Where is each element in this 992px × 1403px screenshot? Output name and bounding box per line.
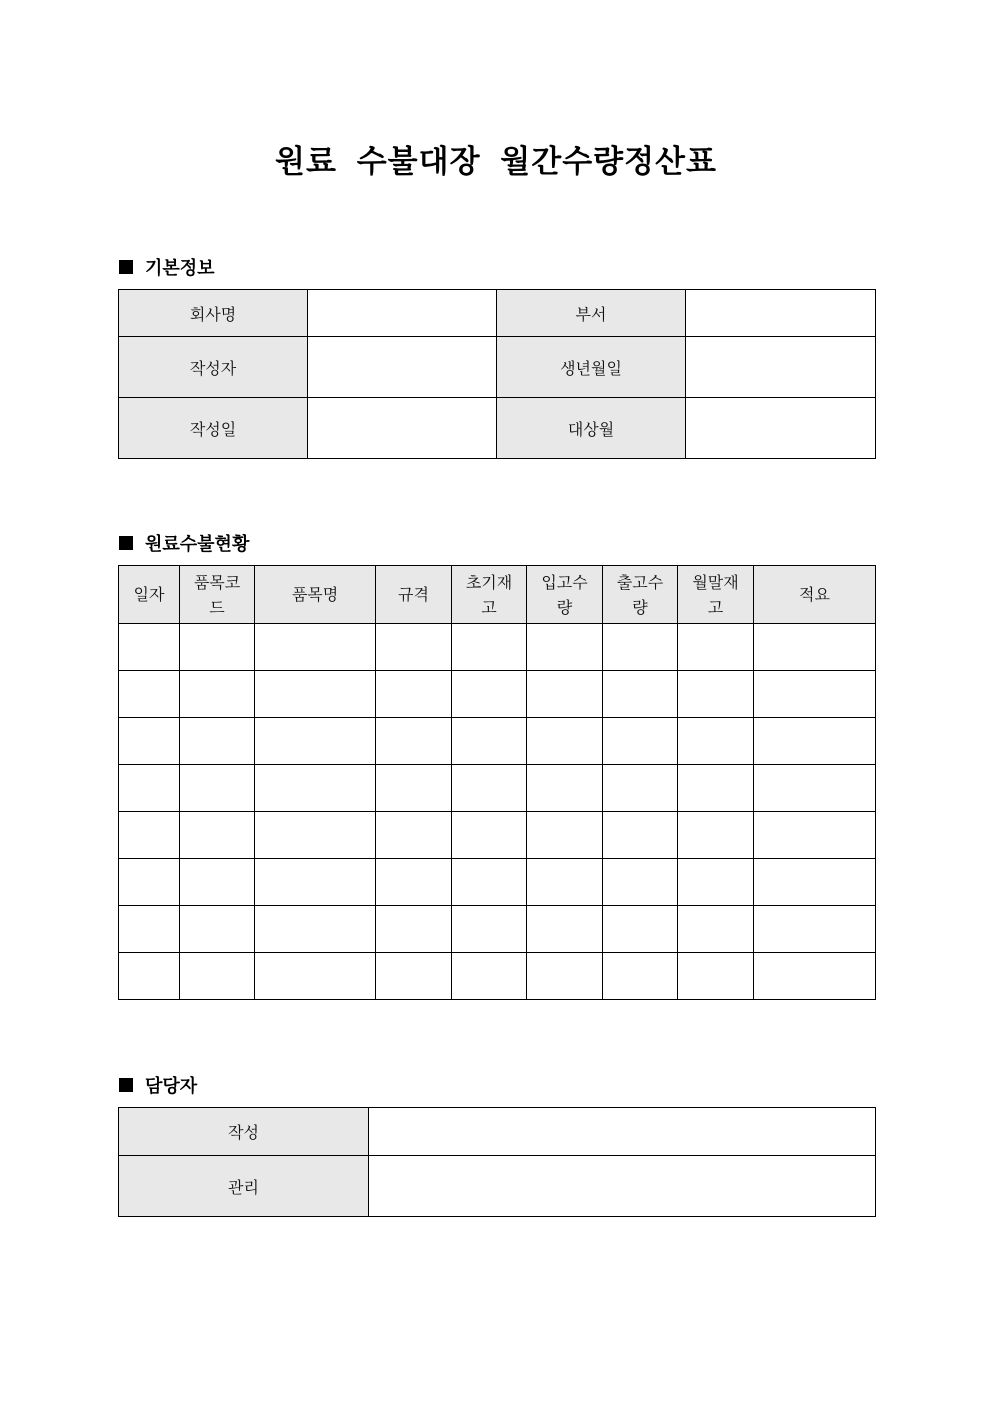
table-cell[interactable] bbox=[678, 671, 754, 718]
target-month-label: 대상월 bbox=[497, 398, 686, 459]
table-cell[interactable] bbox=[255, 671, 376, 718]
department-field[interactable] bbox=[686, 290, 876, 337]
table-header-row bbox=[119, 566, 876, 624]
section-title: 원료수불현황 bbox=[145, 534, 250, 555]
table-cell[interactable] bbox=[754, 671, 876, 718]
table-cell[interactable] bbox=[603, 671, 678, 718]
table-cell[interactable] bbox=[603, 624, 678, 671]
table-row bbox=[119, 718, 876, 765]
table-cell[interactable] bbox=[527, 812, 603, 859]
written-date-field[interactable] bbox=[308, 398, 497, 459]
table-row bbox=[119, 906, 876, 953]
table-cell[interactable] bbox=[527, 953, 603, 1000]
column-header-received-qty: 입고수 량 bbox=[527, 566, 603, 624]
table-cell[interactable] bbox=[603, 906, 678, 953]
table-row bbox=[119, 953, 876, 1000]
table-row bbox=[119, 671, 876, 718]
table-cell[interactable] bbox=[527, 859, 603, 906]
table-cell[interactable] bbox=[119, 859, 180, 906]
table-cell[interactable] bbox=[527, 624, 603, 671]
written-date-label: 작성일 bbox=[119, 398, 308, 459]
table-cell[interactable] bbox=[376, 671, 452, 718]
birthdate-field[interactable] bbox=[686, 337, 876, 398]
table-cell[interactable] bbox=[452, 953, 527, 1000]
table-cell[interactable] bbox=[603, 765, 678, 812]
table-cell[interactable] bbox=[754, 906, 876, 953]
table-cell[interactable] bbox=[255, 718, 376, 765]
table-cell[interactable] bbox=[119, 718, 180, 765]
table-cell[interactable] bbox=[255, 953, 376, 1000]
column-header-date: 일자 bbox=[119, 566, 180, 624]
company-label: 회사명 bbox=[119, 290, 308, 337]
table-cell[interactable] bbox=[452, 906, 527, 953]
section-heading-basic-info bbox=[119, 254, 215, 280]
column-header-item-code: 품목코 드 bbox=[180, 566, 255, 624]
table-cell[interactable] bbox=[527, 718, 603, 765]
column-header-opening-stock: 초기재 고 bbox=[452, 566, 527, 624]
table-cell[interactable] bbox=[452, 718, 527, 765]
table-cell[interactable] bbox=[678, 953, 754, 1000]
table-cell[interactable] bbox=[376, 624, 452, 671]
table-row bbox=[119, 812, 876, 859]
table-cell[interactable] bbox=[376, 765, 452, 812]
table-cell[interactable] bbox=[678, 624, 754, 671]
column-header-spec: 규격 bbox=[376, 566, 452, 624]
table-cell[interactable] bbox=[754, 812, 876, 859]
section-heading-status bbox=[119, 530, 249, 556]
table-row bbox=[119, 337, 876, 398]
table-cell[interactable] bbox=[119, 953, 180, 1000]
table-cell[interactable] bbox=[180, 953, 255, 1000]
square-bullet-icon bbox=[119, 536, 133, 550]
manager-table bbox=[118, 1107, 876, 1217]
table-cell[interactable] bbox=[754, 859, 876, 906]
table-cell[interactable] bbox=[452, 859, 527, 906]
table-cell[interactable] bbox=[119, 906, 180, 953]
table-cell[interactable] bbox=[180, 671, 255, 718]
table-cell[interactable] bbox=[180, 812, 255, 859]
section-title: 담당자 bbox=[145, 1076, 198, 1097]
table-row bbox=[119, 765, 876, 812]
writer-role-label: 작성 bbox=[119, 1108, 369, 1156]
section-heading-manager bbox=[119, 1072, 197, 1098]
table-cell[interactable] bbox=[180, 906, 255, 953]
table-cell[interactable] bbox=[527, 671, 603, 718]
table-row bbox=[119, 290, 876, 337]
birthdate-label: 생년월일 bbox=[497, 337, 686, 398]
table-cell[interactable] bbox=[119, 765, 180, 812]
table-cell[interactable] bbox=[754, 718, 876, 765]
table-cell[interactable] bbox=[180, 718, 255, 765]
table-cell[interactable] bbox=[603, 812, 678, 859]
admin-role-label: 관리 bbox=[119, 1156, 369, 1217]
table-cell[interactable] bbox=[754, 624, 876, 671]
table-cell[interactable] bbox=[527, 906, 603, 953]
writer-label: 작성자 bbox=[119, 337, 308, 398]
writer-role-field[interactable] bbox=[369, 1108, 876, 1156]
table-cell[interactable] bbox=[603, 718, 678, 765]
table-row bbox=[119, 1108, 876, 1156]
company-field[interactable] bbox=[308, 290, 497, 337]
table-cell[interactable] bbox=[119, 624, 180, 671]
table-cell[interactable] bbox=[452, 812, 527, 859]
writer-field[interactable] bbox=[308, 337, 497, 398]
square-bullet-icon bbox=[119, 1078, 133, 1092]
table-cell[interactable] bbox=[678, 812, 754, 859]
table-cell[interactable] bbox=[452, 624, 527, 671]
column-header-issued-qty: 출고수 량 bbox=[603, 566, 678, 624]
table-row bbox=[119, 624, 876, 671]
table-cell[interactable] bbox=[678, 765, 754, 812]
table-cell[interactable] bbox=[255, 906, 376, 953]
target-month-field[interactable] bbox=[686, 398, 876, 459]
table-cell[interactable] bbox=[255, 812, 376, 859]
section-title: 기본정보 bbox=[145, 258, 215, 279]
table-cell[interactable] bbox=[527, 765, 603, 812]
basic-info-table bbox=[118, 289, 876, 459]
table-cell[interactable] bbox=[678, 718, 754, 765]
department-label: 부서 bbox=[497, 290, 686, 337]
table-row bbox=[119, 398, 876, 459]
table-row bbox=[119, 1156, 876, 1217]
material-status-table bbox=[118, 565, 876, 1000]
table-row bbox=[119, 859, 876, 906]
table-cell[interactable] bbox=[180, 859, 255, 906]
table-cell[interactable] bbox=[754, 953, 876, 1000]
table-cell[interactable] bbox=[376, 812, 452, 859]
table-cell[interactable] bbox=[255, 765, 376, 812]
table-cell[interactable] bbox=[754, 765, 876, 812]
table-cell[interactable] bbox=[376, 859, 452, 906]
table-cell[interactable] bbox=[119, 671, 180, 718]
table-cell[interactable] bbox=[180, 624, 255, 671]
table-cell[interactable] bbox=[180, 765, 255, 812]
table-cell[interactable] bbox=[452, 765, 527, 812]
column-header-remarks: 적요 bbox=[754, 566, 876, 624]
table-cell[interactable] bbox=[376, 718, 452, 765]
table-cell[interactable] bbox=[678, 859, 754, 906]
table-cell[interactable] bbox=[255, 624, 376, 671]
table-cell[interactable] bbox=[255, 859, 376, 906]
page-title: 원료 수불대장 월간수량정산표 bbox=[275, 144, 717, 180]
square-bullet-icon bbox=[119, 260, 133, 274]
column-header-item-name: 품목명 bbox=[255, 566, 376, 624]
table-cell[interactable] bbox=[452, 671, 527, 718]
table-cell[interactable] bbox=[119, 812, 180, 859]
table-cell[interactable] bbox=[376, 953, 452, 1000]
table-cell[interactable] bbox=[603, 859, 678, 906]
table-cell[interactable] bbox=[376, 906, 452, 953]
admin-role-field[interactable] bbox=[369, 1156, 876, 1217]
table-cell[interactable] bbox=[603, 953, 678, 1000]
table-cell[interactable] bbox=[678, 906, 754, 953]
column-header-closing-stock: 월말재 고 bbox=[678, 566, 754, 624]
